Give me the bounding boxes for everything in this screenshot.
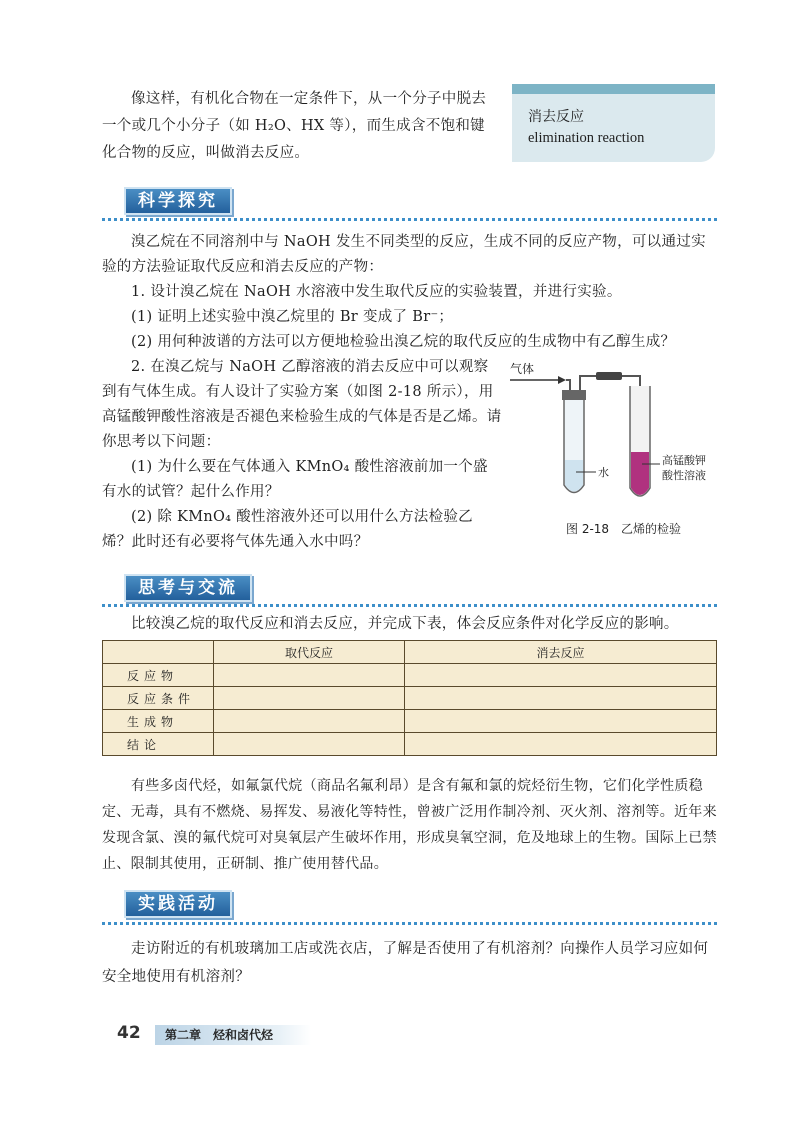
row-label: 反应条件 <box>103 687 214 710</box>
inquiry-section-2 <box>102 355 502 555</box>
inquiry-item-2-1: (1) 为什么要在气体通入 KMnO₄ 酸性溶液前加一个盛有水的试管？起什么作用？ <box>102 459 488 500</box>
comparison-table <box>102 640 717 756</box>
intro-paragraph: 像这样，有机化合物在一定条件下，从一个分子中脱去一个或几个小分子（如 H₂O、HX 等），而生成含不饱和键化合物的反应，叫做消去反应。 <box>102 91 487 161</box>
table-row <box>103 710 717 733</box>
rubber-connector <box>596 372 622 380</box>
water <box>565 460 583 492</box>
think-instruction <box>102 612 720 637</box>
water-label: 水 <box>598 466 609 479</box>
table-row <box>103 687 717 710</box>
table-cell[interactable] <box>214 687 405 710</box>
row-label: 反应物 <box>103 664 214 687</box>
apparatus-diagram <box>508 360 718 518</box>
think-text: 比较溴乙烷的取代反应和消去反应，并完成下表，体会反应条件对化学反应的影响。 <box>131 616 679 632</box>
inquiry-item-1-2: (2) 用何种波谱的方法可以方便地检验出溴乙烷的取代反应的生成物中有乙醇生成？ <box>131 334 676 350</box>
table-header-elimination: 消去反应 <box>405 641 717 664</box>
table-cell[interactable] <box>405 710 717 733</box>
inquiry-item-2-2: (2) 除 KMnO₄ 酸性溶液外还可以用什么方法检验乙烯？此时还有必要将气体先通入水中吗？ <box>102 509 473 550</box>
table-cell[interactable] <box>214 733 405 756</box>
dotted-divider <box>102 604 717 607</box>
banner-practice: 实践活动 <box>124 890 232 918</box>
table-header-substitution: 取代反应 <box>214 641 405 664</box>
dotted-divider <box>102 922 717 925</box>
inquiry-item-1: 1. 设计溴乙烷在 NaOH 水溶液中发生取代反应的实验装置，并进行实验。 <box>131 284 622 300</box>
row-label: 生成物 <box>103 710 214 733</box>
term-english: elimination reaction <box>528 130 645 146</box>
practice-paragraph: 走访附近的有机玻璃加工店或洗衣店，了解是否使用了有机溶剂？向操作人员学习应如何安全地使用有机溶剂？ <box>102 941 709 985</box>
inquiry-item-1-1: (1) 证明上述实验中溴乙烷里的 Br 变成了 Br⁻； <box>131 309 454 325</box>
banner-science-inquiry: 科学探究 <box>124 187 232 215</box>
table-cell[interactable] <box>405 664 717 687</box>
table-cell[interactable] <box>405 687 717 710</box>
kmno4-label-line2: 酸性溶液 <box>662 469 706 482</box>
sidebox-bar <box>512 84 715 94</box>
kmno4-label-line1: 高锰酸钾 <box>662 454 706 467</box>
inquiry-section <box>102 230 714 355</box>
figure-caption: 图 2-18 乙烯的检验 <box>566 522 682 536</box>
table-cell[interactable] <box>214 710 405 733</box>
inquiry-item-2: 2. 在溴乙烷与 NaOH 乙醇溶液的消去反应中可以观察到有气体生成。有人设计了实验方案（如图 2-18 所示），用高锰酸钾酸性溶液是否褪色来检验生成的气体是否是乙烯。请你思考以下问题： <box>102 359 502 450</box>
term-chinese: 消去反应 <box>528 109 584 125</box>
gas-arrow-icon <box>558 376 566 384</box>
stopper <box>562 390 586 400</box>
gas-label: 气体 <box>510 362 535 376</box>
row-label: 结论 <box>103 733 214 756</box>
inquiry-intro: 溴乙烷在不同溶剂中与 NaOH 发生不同类型的反应，生成不同的反应产物，可以通过实验的方法验证取代反应和消去反应的产物： <box>102 234 706 275</box>
banner-think-discuss: 思考与交流 <box>124 574 252 602</box>
page-number: 42 <box>117 1023 141 1043</box>
table-cell[interactable] <box>405 733 717 756</box>
kmno4-solution <box>631 452 649 495</box>
chapter-title: 第二章 烃和卤代烃 <box>155 1025 311 1045</box>
table-cell[interactable] <box>214 664 405 687</box>
table-header-blank <box>103 641 214 664</box>
dotted-divider <box>102 218 717 221</box>
table-row <box>103 733 717 756</box>
table-row <box>103 664 717 687</box>
table-header-row <box>103 641 717 664</box>
freon-paragraph: 有些多卤代烃，如氟氯代烷（商品名氟利昂）是含有氟和氯的烷烃衍生物，它们化学性质稳定、无毒，具有不燃烧、易挥发、易液化等特性，曾被广泛用作制冷剂、灭火剂、溶剂等。近年来发现含氯、溴的氟代烷可对臭氧层产生破坏作用，形成臭氧空洞，危及地球上的生物。国际上已禁止、限制其使用，正研制、推广使用替代品。 <box>102 778 717 872</box>
figure-2-18 <box>508 360 718 540</box>
term-sidebox <box>512 84 715 162</box>
